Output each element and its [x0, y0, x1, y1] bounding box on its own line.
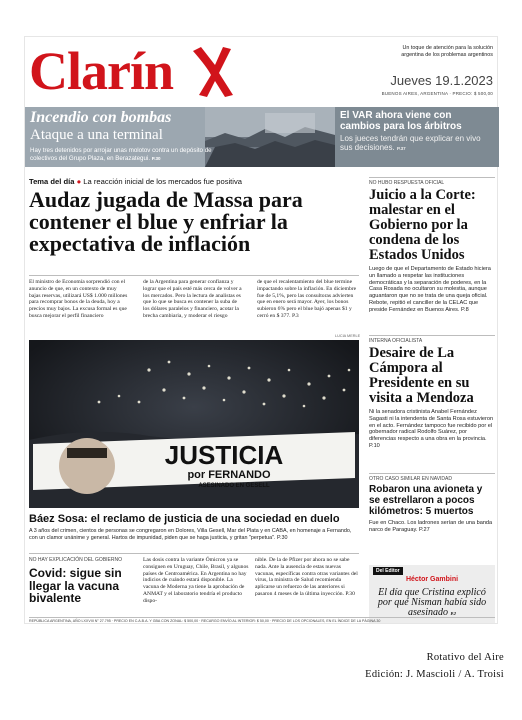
promo-var-subtitle: Los jueces tendrán que explicar en vivo sus decisiones. P.37	[340, 134, 481, 152]
story-campora[interactable]	[369, 335, 495, 450]
photo-caption: Todos por Fernando. Dolores fue uno de los lugares de homenaje. El lunes habrá alegatos en el juicio.	[35, 648, 129, 666]
story-body: Luego de que el Departamento de Estado hiciera un llamado a respetar las instituciones democráticas y la separación de poderes, en la Casa Rosada no ocultaron su molestia, aunque aguantaron que no se trata de una queja oficial. Rebote, repitió el canciller de la CELAC que preside Fernández en Buenos Aires. P.8	[369, 266, 491, 313]
credit-line-2: Edición: J. Mascioli / A. Troisi	[365, 669, 504, 680]
lede-col-3: de que el recalentamiento del blue termine impactando sobre la inflación. En diciembre fue de 5,1%, pero las consultoras advierten que en enero será mayor. Ayer, los bonos subieron 6% pero el blue bajó apenas $1 y cerró en $ 377. P.3	[257, 279, 357, 319]
kicker-label: Tema del día	[29, 177, 75, 186]
issue-date: Jueves 19.1.2023	[390, 73, 493, 88]
lede-col-2: de la Argentina para generar confianza y lograr que el país esté más cerca de volver a los mercados. Pero la lectura de analistas es que lo que se busca es contener la suba de los dólares paralelos y financiero, acotar la brecha cambiaria, y moderar el riesgo	[143, 279, 242, 319]
promo-description: Hay tres detenidos por arrojar unas molotov contra un depósito de colectivos del Grupo Plaza, en Berazategui. P.30	[30, 147, 212, 162]
promo-band	[25, 107, 499, 167]
photo-headline[interactable]: Báez Sosa: el reclamo de justicia de una sociedad en duelo	[29, 513, 340, 525]
slogan: Un toque de atención para la solución argentina de los problemas argentinos	[401, 45, 493, 58]
banner-fernando: por FERNANDO	[187, 469, 271, 481]
story-avioneta[interactable]	[369, 473, 495, 534]
editor-text: El día que Cristina explicó por qué Nisman había sido asesinado P.2	[377, 587, 487, 618]
divider	[29, 275, 359, 276]
section-label: OTRO CASO SIMILAR EN NAVIDAD	[369, 473, 495, 482]
section-label: NO HUBO RESPUESTA OFICIAL	[369, 177, 495, 186]
logo-mark-icon	[189, 45, 237, 99]
lede-col-1: El ministro de Economía sorprendió con el anuncio de que, en un contexto de muy bajas reservas, utilizará US$ 1.000 millones para recomprar bonos de la deuda, hoy a precios muy bajos. La excusa formal es que busca mejorar el perfil financiero	[29, 279, 128, 319]
divider	[29, 553, 359, 554]
story-body: Fue en Chaco. Los ladrones serían de una banda narco de Paraguay. P.27	[369, 520, 493, 533]
issue-location-price: BUENOS AIRES, ARGENTINA · PRECIO: $ 500,00	[381, 91, 493, 96]
story-headline: Juicio a la Corte: malestar en el Gobierno por la condena de los Estados Unidos	[369, 187, 476, 263]
covid-col-2: nible. De la de Pfizer por ahora no se sabe nada. Ante la ausencia de estas nuevas vacunas, específicas contra otras variantes del virus, la ministra de Salud recomienda aplicarse un refuerzo de las anteriores si pasaron 4 meses de la última inyección. P.30	[255, 557, 358, 597]
banner-asesinado: ASESINADO EN GESELL	[198, 483, 270, 489]
covid-col-1: Las dosis contra la variante Ómicron ya se consiguen en Uruguay, Chile, Brasil, y algunos países de Centroamérica. En Argentina no hay indicios de cuándo estará disponible. La vacuna de Moderna ya tiene la aprobación de ANMAT y el laboratorio tendría el producto dispo-	[143, 557, 249, 604]
credit-line-1: Rotativo del Aire	[426, 652, 504, 663]
banner-justicia: JUSTICIA	[164, 440, 284, 470]
promo-var-title: El VAR ahora viene con cambios para los árbitros	[340, 110, 462, 132]
editor-box[interactable]	[369, 565, 495, 623]
main-kicker	[29, 177, 242, 186]
story-body: Ni la senadora cristinista Anabel Fernández Sagasti ni la intendenta de Santa Rosa estuvieron en el acto. Fernández tampoco fue recibido por el gobernador radical Rodolfo Suárez, por diferencias respecto a una obra en la provincia. P.10	[369, 409, 494, 449]
photo-description: A 3 años del crimen, cientos de personas se congregaron en Dolores, Villa Gesell, Mar del Plata y en CABA, en homenaje a Fernando, con un clamor unánime y general. Hartos de impunidad, piden que se haga justicia, y gritan "perpetua". P.30	[29, 528, 352, 541]
story-headline: Robaron una avioneta y se estrellaron a pocos kilómetros: 5 muertos	[369, 484, 483, 517]
story-headline: Desaire de La Cámpora al Presidente en su visita a Mendoza	[369, 345, 474, 406]
promo-var[interactable]	[335, 107, 499, 167]
promo-title: Incendio con bombas	[30, 109, 172, 126]
editor-name: Héctor Gambini	[405, 576, 459, 583]
promo-fire[interactable]	[25, 107, 335, 167]
section-label: INTERNA OFICIALISTA	[369, 335, 495, 344]
clarin-logo	[29, 41, 239, 101]
bullet-icon: ●	[76, 177, 82, 186]
kicker-text: La reacción inicial de los mercados fue positiva	[83, 177, 242, 186]
promo-subtitle: Ataque a una terminal	[30, 127, 163, 143]
main-headline[interactable]: Audaz jugada de Massa para contener el blue y enfriar la expectativa de inflación	[29, 187, 303, 256]
logo-text: Clarín	[29, 41, 174, 101]
covid-label: NO HAY EXPLICACIÓN DEL GOBIERNO	[29, 557, 122, 563]
editor-label: Del Editor	[373, 567, 403, 575]
footer-strip: REPÚBLICA ARGENTINA, AÑO LXXVIII N° 27.795 · PRECIO EN C.A.B.A. Y GBA CON ZONAL: $ 500,00 · RECARGO ENVÍO AL INTERIOR: $ 50,00 · PRECIO DE LOS OPCIONALES, EN EL ÍNDICE DE LA PÁGINA 30	[29, 617, 495, 623]
masthead	[25, 37, 499, 107]
story-corte[interactable]	[369, 177, 495, 314]
covid-headline[interactable]: Covid: sigue sin llegar la vacuna bivalente	[29, 566, 122, 605]
photo-credit: LUCIA MERLE	[335, 334, 361, 338]
crowd-photo	[29, 340, 359, 508]
